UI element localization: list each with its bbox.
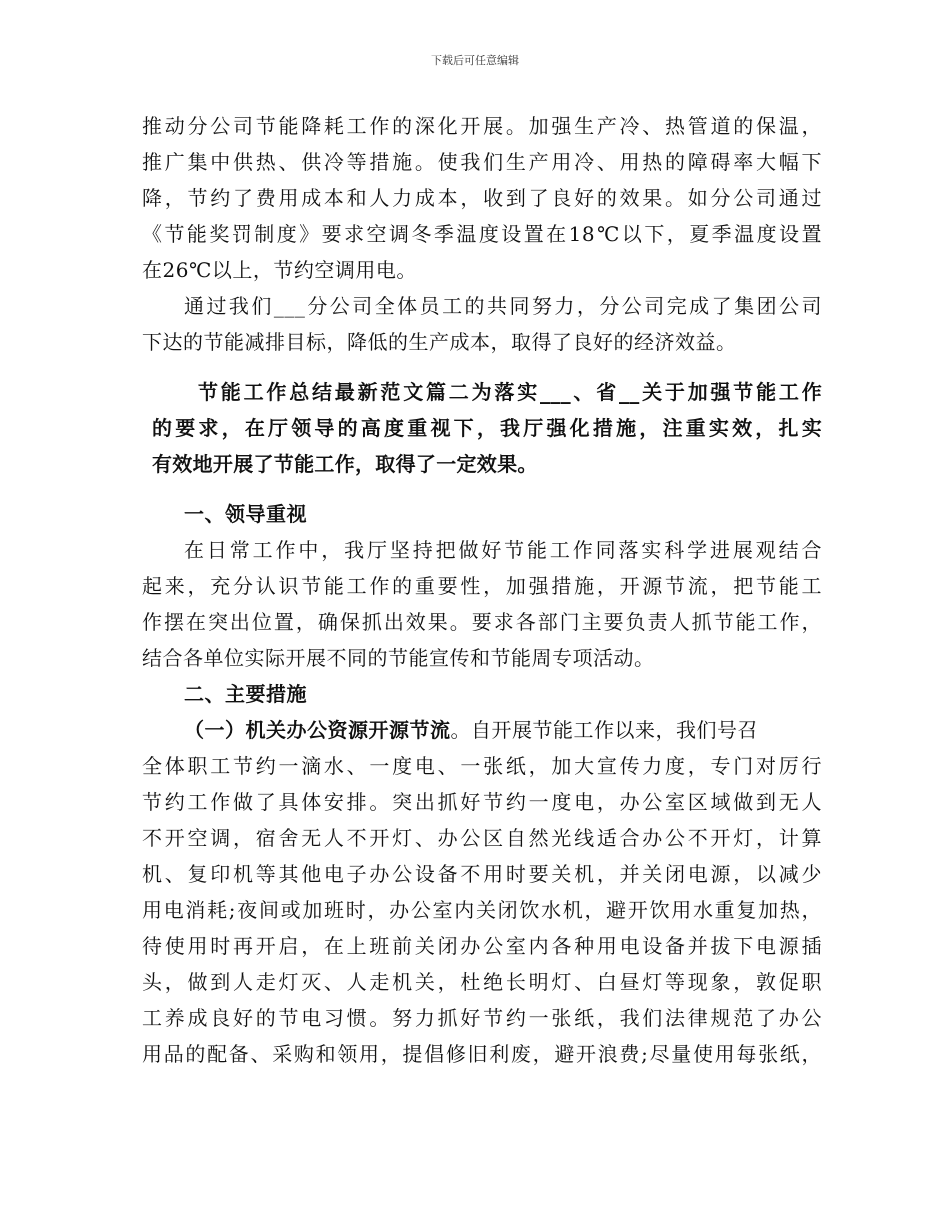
title-line: 有效地开展了节能工作，取得了一定效果。: [152, 452, 538, 476]
text-line: 结合各单位实际开展不同的节能宣传和节能周专项活动。: [142, 646, 655, 670]
section-2: [142, 676, 822, 712]
text-line: 机、复印机等其他电子办公设备不用时要关机，并关闭电源，以减少: [142, 862, 822, 886]
text-line: 通过我们___分公司全体员工的共同努力，分公司完成了集团公司: [184, 294, 822, 318]
section-heading: 二、主要措施: [184, 682, 307, 706]
text-line: 待使用时再开启，在上班前关闭办公室内各种用电设备并拔下电源插: [142, 934, 822, 958]
text-line: 推动分公司节能降耗工作的深化开展。加强生产冷、热管道的保温，: [142, 114, 822, 138]
section-heading: 一、领导重视: [184, 502, 307, 526]
title-block: [142, 374, 822, 482]
paragraph-2: [142, 288, 822, 360]
page-header: 下载后可任意编辑: [431, 54, 519, 67]
text-line: [142, 712, 822, 748]
text-line: 全体职工节约一滴水、一度电、一张纸，加大宣传力度，专门对厉行: [142, 754, 822, 778]
section-2-body: [142, 712, 822, 1072]
text-line: 《节能奖罚制度》要求空调冬季温度设置在18℃以下，夏季温度设置: [142, 222, 822, 246]
text-line: 头，做到人走灯灭、人走机关，杜绝长明灯、白昼灯等现象，敦促职: [142, 970, 822, 994]
subheading-bold: （一）机关办公资源开源节流: [184, 718, 451, 742]
section-1: [142, 496, 822, 532]
text-line: 作摆在突出位置，确保抓出效果。要求各部门主要负责人抓节能工作，: [142, 610, 822, 634]
text-line: 在26℃以上，节约空调用电。: [142, 258, 417, 282]
title-line: 的要求，在厅领导的高度重视下，我厅强化措施，注重实效，扎实: [152, 416, 822, 440]
text-line: 工养成良好的节电习惯。努力抓好节约一张纸，我们法律规范了办公: [142, 1006, 822, 1030]
paragraph-1: [142, 108, 822, 288]
text-line: 节约工作做了具体安排。突出抓好节约一度电，办公室区域做到无人: [142, 790, 822, 814]
text-line: 下达的节能减排目标，降低的生产成本，取得了良好的经济效益。: [142, 330, 737, 354]
text-line: 用品的配备、采购和领用，提倡修旧利废，避开浪费;尽量使用每张纸，: [142, 1042, 822, 1066]
text-line: 用电消耗;夜间或加班时，办公室内关闭饮水机，避开饮用水重复加热，: [142, 898, 822, 922]
text-line: 推广集中供热、供冷等措施。使我们生产用冷、用热的障碍率大幅下: [142, 150, 822, 174]
text-line: 降，节约了费用成本和人力成本，收到了良好的效果。如分公司通过: [142, 186, 822, 210]
section-1-body: [142, 532, 822, 676]
title-line: 节能工作总结最新范文篇二为落实___、省__关于加强节能工作: [198, 380, 822, 404]
subheading-rest: 。自开展节能工作以来，我们号召: [450, 718, 758, 742]
document-body: [142, 108, 822, 1072]
text-line: 起来，充分认识节能工作的重要性，加强措施，开源节流，把节能工: [142, 574, 822, 598]
text-line: 在日常工作中，我厅坚持把做好节能工作同落实科学进展观结合: [184, 538, 822, 562]
text-line: 不开空调，宿舍无人不开灯、办公区自然光线适合办公不开灯，计算: [142, 826, 822, 850]
